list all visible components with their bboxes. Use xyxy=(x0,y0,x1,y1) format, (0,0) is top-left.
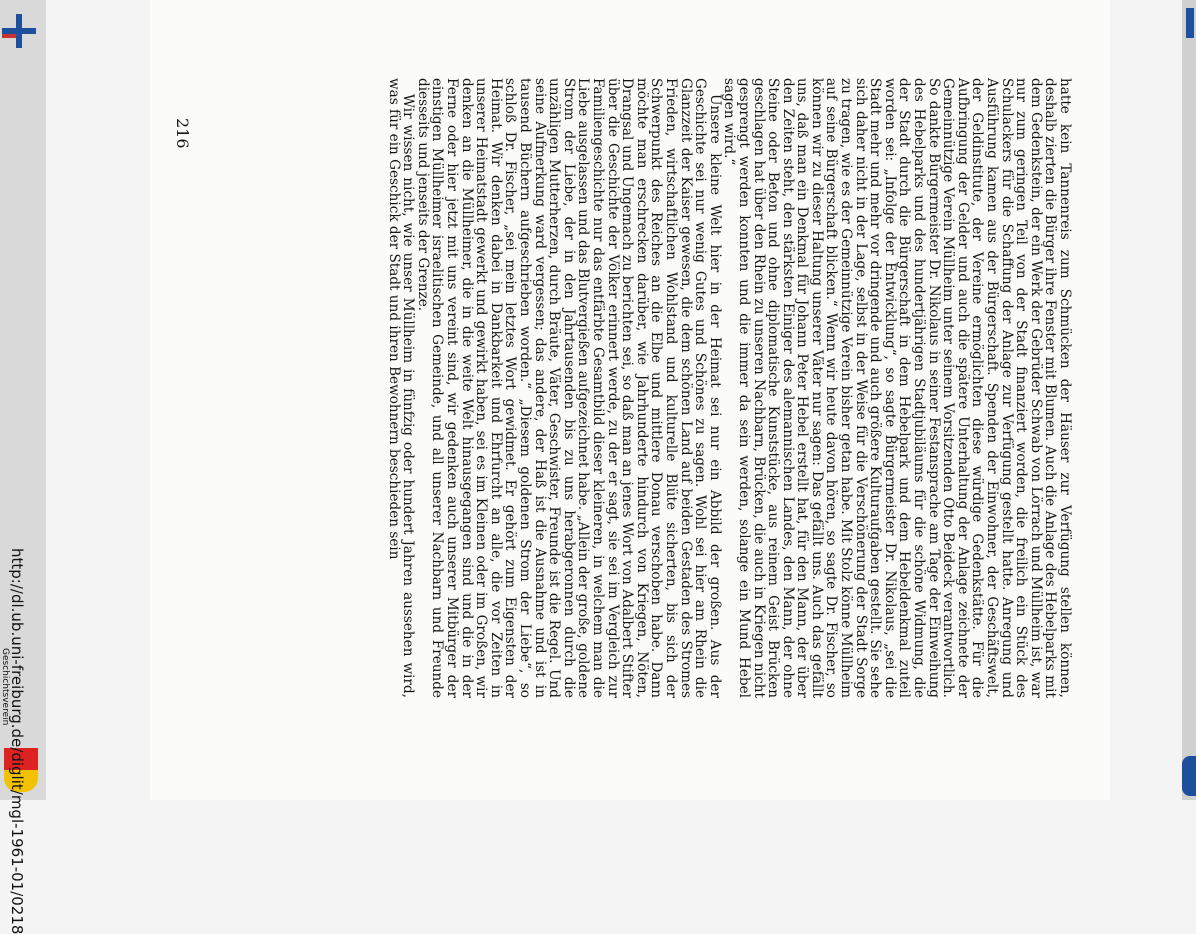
right-logo-icon xyxy=(1186,8,1194,38)
page-body-text xyxy=(172,78,1072,698)
paragraph: Unsere kleine Welt hier in der Heimat sei nur ein Abbild der großen. Aus der Geschichte sei nur wenig Gutes und Schönes zu sagen. Wohl sei hier am Rhein die Glanzzeit der Kaiser gewesen, die dem schönen Land auf beiden Gestaden des Stromes Frieden, wirtschaftlichen Wohlstand und kulturelle Blüte sicherten, bis sich der Schwerpunkt des Reiches an die Elbe und mittlere Donau verschoben habe. Dann möchte man erschrecken darüber, wie Jahrhunderte hindurch von Kriegen, Nöten, Drangsal und Ungemach zu berichten sei, so daß man an jenes Wort von Adalbert Stifter über die Geschichte der Völker erinnert werde, zu der er sagt, sie sei im Vergleich zur Familiengeschichte nur das entfärbte Gesamtbild dieser kleineren, in welchem man die Liebe ausgelassen und das Blutvergießen aufgezeichnet habe. „Allein der große, goldene Strom der Liebe, der in den Jahrtausenden bis zu uns herabgeronnen durch die unzähligen Mutterherzen, durch Bräute, Väter, Geschwister, Freunde ist die Regel. Und seine Aufmerkung ward vergessen; das andere, der Haß ist die Ausnahme und ist in tausend Büchern aufgeschrieben worden.“ „Diesem goldenen Strom der Liebe“, so schloß Dr. Fischer, „sei mein letztes Wort gewidmet. Er gehört zum Eigensten der Heimat. Wir denken dabei in Dankbarkeit und Ehrfurcht an alle, die vor Zeiten in unserer Heimatstadt gewerkt und gewirkt haben, sei es im Kleinen oder im Großen, wir denken an die Müllheimer, die in die weite Welt hinausgegangen sind und die in der Ferne oder hier jetzt mit uns vereint sind, wir gedenken auch unserer Mitbürger der einstigen Müllheimer israelitischen Gemeinde, und all unserer Nachbarn und Freunde diesseits und jenseits der Grenze. xyxy=(414,78,723,698)
permalink-url[interactable]: http://dl.ub.uni-freiburg.de/diglit/mgl-1961-01/0218 xyxy=(8,548,26,934)
scanned-page xyxy=(150,0,1110,800)
right-sidebar xyxy=(1182,0,1196,800)
page-number: 216 xyxy=(173,118,192,149)
library-logo-icon[interactable] xyxy=(2,14,36,48)
paragraph: hatte kein Tannenreis zum Schmücken der Häuser zur Verfügung stellen können, deshalb zierten die Bürger ihre Fenster mit Blumen. Auch die Anlage des Hebelparks mit dem Gedenkstein, der ein Werk der Gebrüder Schwab von Lörrach und Müllheim ist, war nur zum geringen Teil von der Stadt finanziert worden, die freilich ein Stück des Schulackers für die Schaffung der Anlage zur Verfügung gestellt hatte. Anregung und Ausführung kamen aus der Bürgerschaft. Spenden der Einwohner, der Geschäftswelt, der Geldinstitute, der Vereine ermöglichten diese würdige Gedenkstätte. Für die Aufbringung der Gelder und auch die spätere Unterhaltung der Anlage zeichnete der Gemeinnützige Verein Müllheim unter seinem Vorsitzenden Otto Beideck verantwortlich. So dankte Bürgermeister Dr. Nikolaus in seiner Festansprache am Tage der Einweihung des Hebelparks und des hundertjährigen Stadtjubiläums für die schöne Widmung, die der Stadt durch die Bürgerschaft in dem Hebelpark und dem Hebeldenkmal zuteil worden sei: „Infolge der Entwicklung“, so sagte Bürgermeister Dr. Nikolaus, „sei die Stadt mehr und mehr vor dringende und auch größere Kulturaufgaben gestellt. Sie sehe sich daher nicht in der Lage, selbst in der Weise für die Verschönerung der Stadt Sorge zu tragen, wie es der Gemeinnützige Verein bisher getan habe. Mit Stolz könne Müllheim auf seine Bürgerschaft blicken.“ Wenn wir heute davon hören, so sagte Dr. Fischer, so können wir zu dieser Haltung unserer Väter nur sagen: Das gefällt uns. Auch das gefällt uns, daß man ein Denkmal für Johann Peter Hebel erstellt hat, für den Mann, der über den Zeiten steht, den stärksten Einiger des alemannischen Landes, den Mann, der ohne Steine oder Beton und ohne diplomatische Kunststücke, aus reinem Geist Brücken geschlagen hat über den Rhein zu unseren Nachbarn, Brücken, die auch in Kriegen nicht gesprengt werden konnten und die immer da sein werden, solange ein Mund Hebel sagen wird.“ xyxy=(721,78,1073,698)
right-seal-icon xyxy=(1182,756,1196,796)
organization-label: Geschichtsverein xyxy=(0,648,10,726)
paragraph: Wir wissen nicht, wie unser Müllheim in fünfzig oder hundert Jahren aussehen wird, was für ein Geschick der Stadt und ihren Bewohnern beschieden sein xyxy=(385,78,417,698)
